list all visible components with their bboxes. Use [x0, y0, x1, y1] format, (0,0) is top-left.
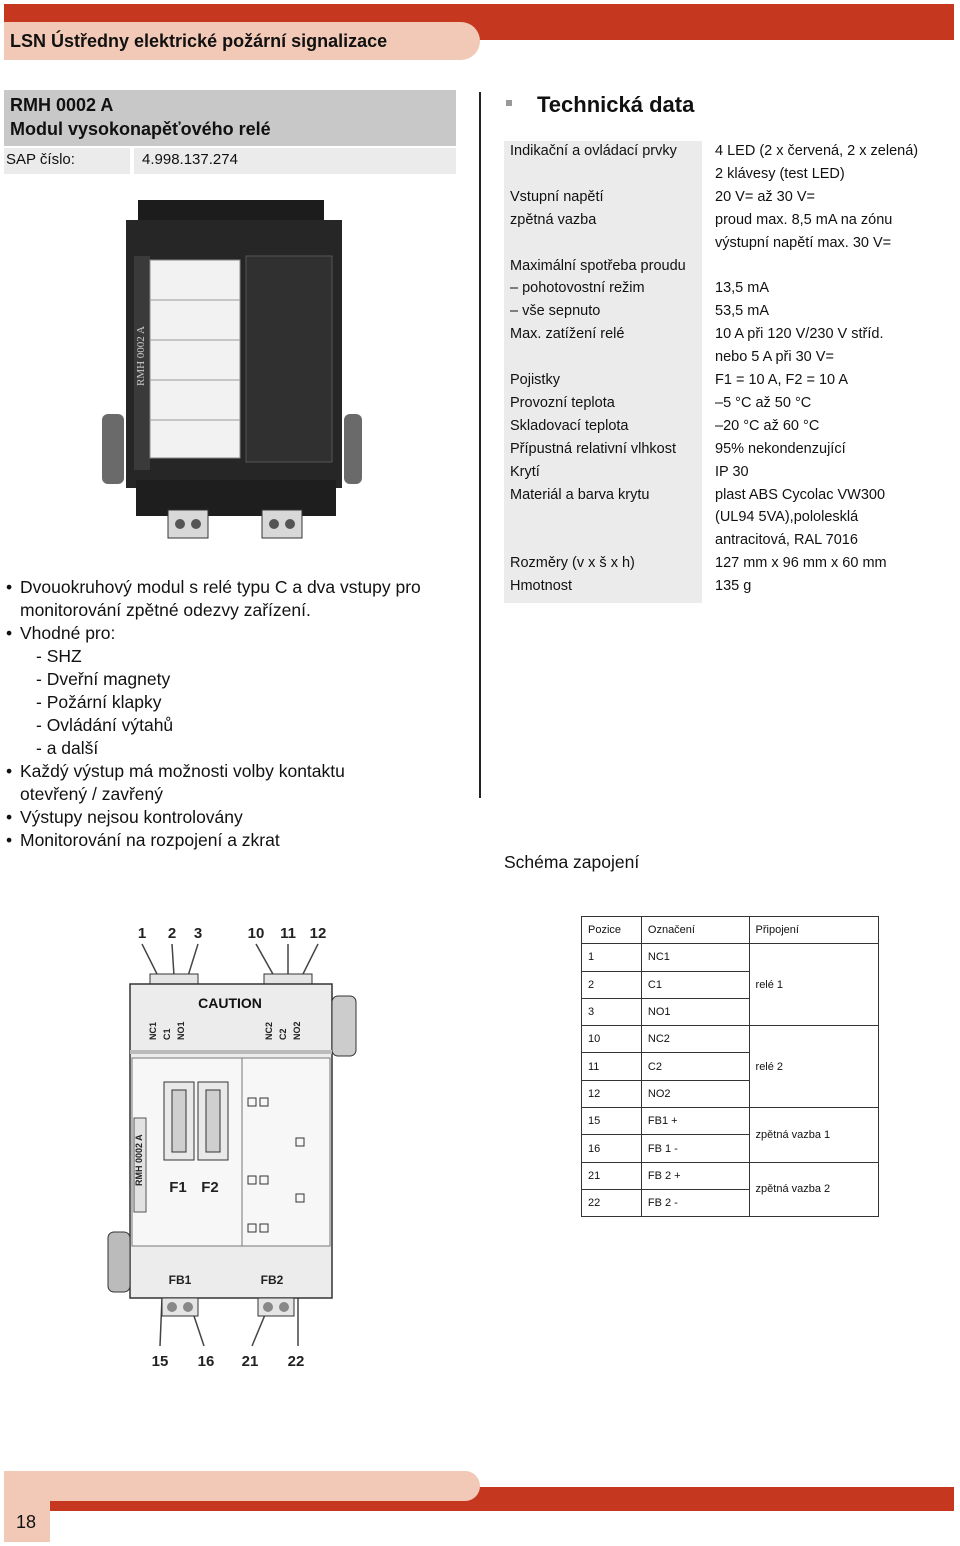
tech-label: Rozměry (v x š x h): [510, 555, 635, 572]
contact-label: C2: [278, 1028, 288, 1040]
feature-subitem: - Dveřní magnety: [36, 669, 171, 689]
table-header: Připojení: [749, 917, 878, 944]
feature-list: [6, 576, 476, 852]
tech-value: 13,5 mA: [715, 280, 769, 297]
tech-value: –5 °C až 50 °C: [715, 394, 812, 411]
tech-label: Maximální spotřeba proudu: [510, 257, 686, 274]
sap-value: 4.998.137.274: [134, 148, 456, 174]
table-header: Pozice: [582, 917, 642, 944]
terminal-number: 21: [241, 1353, 259, 1370]
sap-label: SAP číslo:: [4, 148, 130, 174]
fuse-label: F1: [169, 1179, 187, 1196]
tech-label: Materiál a barva krytu: [510, 486, 650, 503]
tech-value: výstupní napětí max. 30 V=: [715, 234, 892, 251]
feature-item: • Dvouokruhový modul s relé typu C a dva vstupy pro monitorování zpětné odezvy zařízení.: [6, 576, 476, 622]
table-row: 3 NO1: [582, 998, 879, 1025]
tech-value: plast ABS Cycolac VW300: [715, 486, 886, 503]
table-row: 21 FB 2 + zpětná vazba 2: [582, 1162, 879, 1189]
wiring-diagram: [92, 918, 364, 1374]
tech-value: 135 g: [715, 578, 752, 595]
contact-label: C1: [162, 1028, 172, 1040]
feature-subitem: - Požární klapky: [36, 692, 162, 712]
table-row: 22 FB 2 -: [582, 1189, 879, 1216]
tech-value: 2 klávesy (test LED): [715, 165, 845, 182]
header-tab: [4, 22, 480, 60]
table-header: Označení: [641, 917, 749, 944]
terminal-number: 3: [193, 925, 203, 942]
tech-label: Hmotnost: [510, 578, 573, 595]
tech-label: Provozní teplota: [510, 394, 615, 411]
contact-label: NC2: [264, 1021, 274, 1040]
tech-value: 4 LED (2 x červená, 2 x zelená): [715, 143, 919, 159]
feature-subitem: - SHZ: [36, 646, 82, 666]
tech-label: Krytí: [510, 463, 540, 480]
terminal-number: 15: [151, 1353, 169, 1370]
feedback-label: FB1: [168, 1273, 192, 1287]
table-row: 10 NC2 relé 2: [582, 1026, 879, 1053]
tech-label: Indikační a ovládací prvky: [510, 143, 677, 159]
product-code: RMH 0002 A: [10, 95, 114, 115]
tech-value: F1 = 10 A, F2 = 10 A: [715, 372, 849, 388]
terminal-number: 10: [247, 925, 265, 942]
column-divider: [479, 92, 481, 798]
table-row: 1 NC1 relé 1: [582, 944, 879, 971]
module-label: RMH 0002 A: [134, 1134, 144, 1186]
tech-value: 53,5 mA: [715, 303, 769, 320]
feature-subitem: - a další: [36, 738, 99, 758]
tech-label: Přípustná relativní vlhkost: [510, 440, 677, 457]
terminal-number: 22: [287, 1353, 305, 1370]
tech-label: zpětná vazba: [510, 211, 597, 228]
group-cell: zpětná vazba 1: [749, 1108, 878, 1163]
fuse-label: F2: [201, 1179, 219, 1196]
group-cell: relé 2: [749, 1026, 878, 1108]
table-row: 12 NO2: [582, 1080, 879, 1107]
terminal-number: 11: [280, 925, 296, 942]
table-header-row: [582, 917, 879, 944]
feedback-label: FB2: [260, 1273, 284, 1287]
tech-label: Pojistky: [510, 372, 560, 388]
tech-value: 127 mm x 96 mm x 60 mm: [715, 555, 887, 572]
tech-label: Max. zatížení relé: [510, 326, 625, 343]
schema-label: Schéma zapojení: [504, 852, 640, 872]
terminal-number: 2: [167, 925, 177, 942]
feature-item: • Výstupy nejsou kontrolovány: [6, 806, 476, 829]
contact-label: NO1: [176, 1021, 186, 1040]
page-number: 18: [16, 1512, 37, 1532]
tech-label: – pohotovostní režim: [510, 280, 645, 297]
product-photo: [96, 196, 366, 544]
contact-label: NO2: [292, 1021, 302, 1040]
footer-tab: [4, 1471, 480, 1501]
table-row: 16 FB 1 -: [582, 1135, 879, 1162]
feature-item: • Každý výstup má možnosti volby kontaktu otevřený / zavřený: [6, 760, 476, 806]
connection-table: [581, 916, 879, 1217]
terminal-number: 12: [309, 925, 327, 942]
terminal-number: 16: [197, 1353, 215, 1370]
product-header: [4, 90, 456, 146]
tech-title: Technická data: [537, 92, 695, 117]
table-row: 2 C1: [582, 971, 879, 998]
terminal-number: 1: [137, 925, 147, 942]
photo-label: RMH 0002 A: [135, 326, 147, 386]
table-row: 11 C2: [582, 1053, 879, 1080]
tech-value: antracitová, RAL 7016: [715, 532, 858, 549]
tech-value: IP 30: [715, 463, 749, 480]
tech-value: 10 A při 120 V/230 V stříd.: [715, 326, 884, 343]
tech-value: 20 V= až 30 V=: [715, 188, 815, 205]
tech-value: –20 °C až 60 °C: [715, 417, 820, 434]
table-row: 15 FB1 + zpětná vazba 1: [582, 1108, 879, 1135]
header-title: LSN Ústředny elektrické požární signalizace: [10, 31, 388, 51]
tech-value: (UL94 5VA),pololesklá: [715, 509, 859, 526]
feature-subitem: - Ovládání výtahů: [36, 715, 174, 735]
tech-value: proud max. 8,5 mA na zónu: [715, 211, 893, 228]
contact-label: NC1: [148, 1021, 158, 1040]
tech-value: 95% nekondenzující: [715, 440, 846, 457]
tech-label: Vstupní napětí: [510, 188, 604, 205]
feature-item: • Vhodné pro:: [6, 622, 476, 645]
feature-item: • Monitorování na rozpojení a zkrat: [6, 829, 476, 852]
group-cell: zpětná vazba 2: [749, 1162, 878, 1217]
tech-label: – vše sepnuto: [510, 303, 601, 320]
tech-value: nebo 5 A při 30 V=: [715, 349, 834, 366]
page-number-box: [4, 1500, 50, 1542]
group-cell: relé 1: [749, 944, 878, 1026]
square-bullet-icon: [506, 100, 512, 106]
product-name: Modul vysokonapěťového relé: [10, 119, 271, 139]
caution-label: CAUTION: [198, 995, 262, 1011]
tech-label: Skladovací teplota: [510, 417, 629, 434]
